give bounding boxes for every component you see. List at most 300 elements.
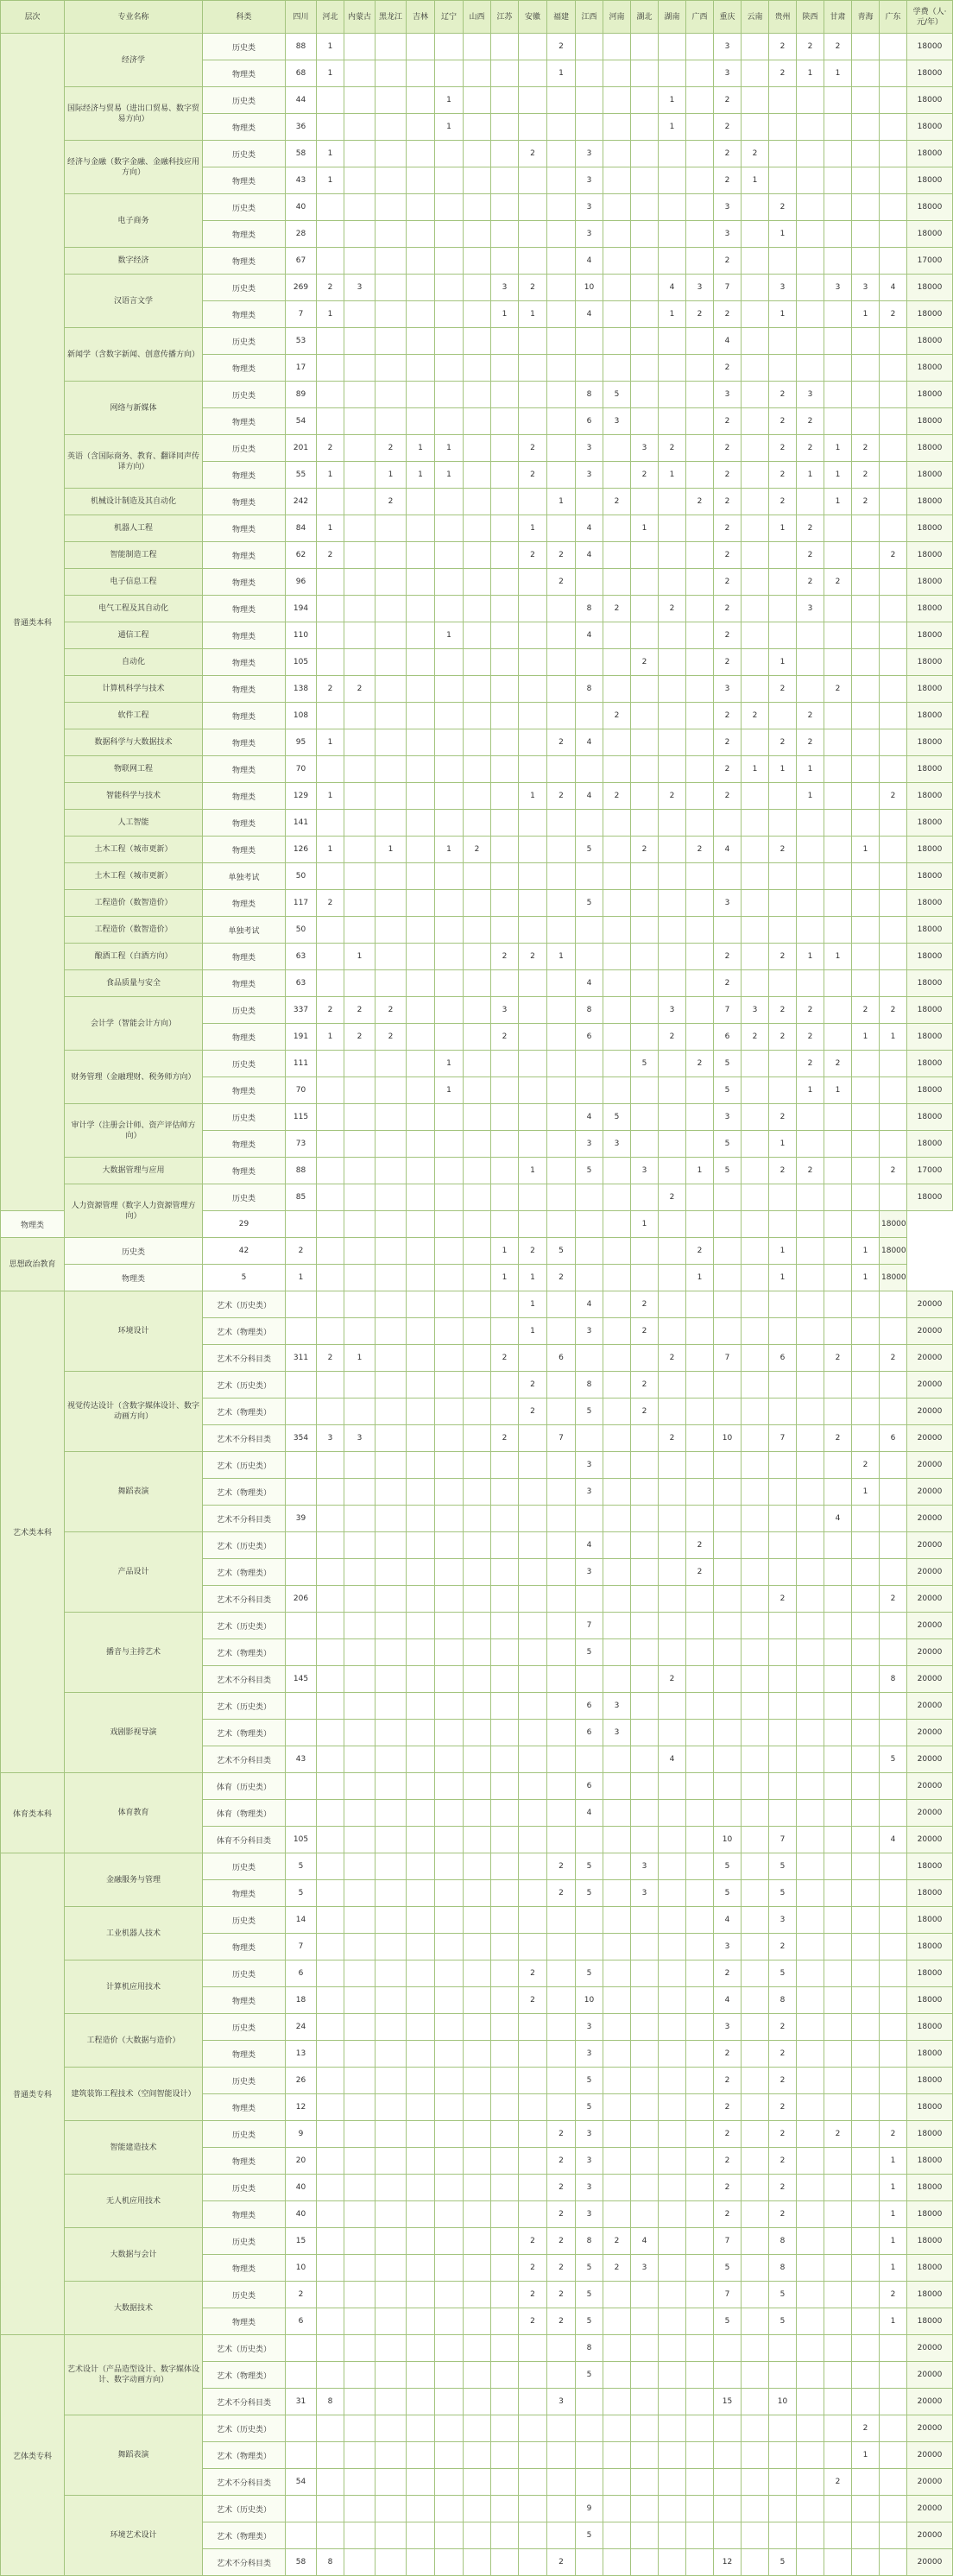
- subject-cell: 物理类: [203, 676, 286, 703]
- quota-cell: [435, 167, 464, 194]
- quota-cell: [603, 2148, 631, 2175]
- quota-cell: [631, 1479, 659, 1506]
- quota-cell: [742, 2469, 769, 2496]
- quota-cell: 105: [286, 1827, 317, 1853]
- quota-cell: 3: [769, 275, 797, 301]
- header-fee: 学费（人·元/年）: [907, 1, 953, 34]
- quota-cell: [286, 1532, 317, 1559]
- quota-cell: [603, 2415, 631, 2442]
- quota-cell: [407, 1827, 435, 1853]
- quota-cell: [464, 1345, 491, 1372]
- quota-cell: [686, 1131, 714, 1158]
- quota-cell: 1: [742, 756, 769, 783]
- quota-cell: [407, 1987, 435, 2014]
- quota-cell: 8: [576, 382, 603, 408]
- quota-cell: [519, 729, 547, 756]
- subject-cell: 物理类: [203, 1131, 286, 1158]
- table-row: [1, 997, 953, 1024]
- quota-cell: [376, 2175, 407, 2201]
- quota-cell: [376, 1693, 407, 1720]
- quota-cell: [880, 1131, 907, 1158]
- quota-cell: [464, 328, 491, 355]
- quota-cell: [631, 1639, 659, 1666]
- quota-cell: [317, 810, 344, 837]
- quota-cell: 1: [435, 1051, 464, 1077]
- quota-cell: [464, 2522, 491, 2549]
- quota-cell: [769, 2335, 797, 2362]
- quota-cell: [714, 1773, 742, 1800]
- quota-cell: 13: [286, 2041, 317, 2068]
- quota-cell: [547, 1024, 576, 1051]
- quota-cell: [576, 1238, 603, 1265]
- quota-cell: [376, 1506, 407, 1532]
- header-province: 黑龙江: [376, 1, 407, 34]
- quota-cell: [742, 435, 769, 462]
- quota-cell: [376, 1960, 407, 1987]
- quota-cell: [880, 1051, 907, 1077]
- quota-cell: [547, 1372, 576, 1398]
- quota-cell: [852, 596, 880, 622]
- quota-cell: [317, 2362, 344, 2389]
- quota-cell: [344, 2175, 376, 2201]
- quota-cell: [344, 1666, 376, 1693]
- quota-cell: [286, 1800, 317, 1827]
- major-cell: 环境设计: [65, 1291, 203, 1372]
- quota-cell: [603, 141, 631, 167]
- quota-cell: 5: [547, 1238, 576, 1265]
- quota-cell: [376, 167, 407, 194]
- quota-cell: [631, 2121, 659, 2148]
- quota-cell: 2: [686, 301, 714, 328]
- quota-cell: [317, 649, 344, 676]
- quota-cell: [714, 2362, 742, 2389]
- quota-cell: [603, 676, 631, 703]
- table-row: [1, 2335, 953, 2362]
- quota-cell: [547, 1960, 576, 1987]
- quota-cell: [603, 1318, 631, 1345]
- quota-cell: [344, 1104, 376, 1131]
- quota-cell: [376, 2469, 407, 2496]
- quota-cell: [631, 60, 659, 87]
- quota-cell: [686, 1987, 714, 2014]
- quota-cell: [491, 1398, 519, 1425]
- quota-cell: [880, 944, 907, 970]
- quota-cell: [742, 1987, 769, 2014]
- quota-cell: [824, 2389, 852, 2415]
- quota-cell: [464, 1800, 491, 1827]
- quota-cell: [714, 1398, 742, 1425]
- subject-cell: 历史类: [203, 2121, 286, 2148]
- quota-cell: 2: [769, 2201, 797, 2228]
- quota-cell: 2: [491, 1024, 519, 1051]
- quota-cell: 40: [286, 194, 317, 221]
- quota-cell: 2: [686, 489, 714, 515]
- table-row: [1, 1532, 953, 1559]
- quota-cell: [742, 1291, 769, 1318]
- quota-cell: [659, 1720, 686, 1746]
- quota-cell: 4: [576, 248, 603, 275]
- quota-cell: [852, 917, 880, 944]
- subject-cell: 物理类: [203, 649, 286, 676]
- quota-cell: [376, 1720, 407, 1746]
- quota-cell: 8: [769, 2228, 797, 2255]
- quota-cell: [769, 1318, 797, 1345]
- quota-cell: [317, 1372, 344, 1398]
- quota-cell: 2: [547, 783, 576, 810]
- table-row: [1, 1613, 953, 1639]
- quota-cell: [797, 1265, 824, 1291]
- quota-cell: [491, 435, 519, 462]
- quota-cell: [852, 1639, 880, 1666]
- major-cell: 物联网工程: [65, 756, 203, 783]
- quota-cell: [603, 194, 631, 221]
- quota-cell: [603, 2201, 631, 2228]
- quota-cell: [797, 1586, 824, 1613]
- quota-cell: [464, 141, 491, 167]
- quota-cell: [407, 997, 435, 1024]
- quota-cell: [407, 1077, 435, 1104]
- major-cell: 智能制造工程: [65, 542, 203, 569]
- quota-cell: 10: [714, 1425, 742, 1452]
- quota-cell: 70: [286, 1077, 317, 1104]
- quota-cell: [686, 1211, 714, 1238]
- header-province: 陕西: [797, 1, 824, 34]
- quota-cell: [824, 1987, 852, 2014]
- quota-cell: [435, 1693, 464, 1720]
- subject-cell: 物理类: [203, 2148, 286, 2175]
- quota-cell: [286, 1639, 317, 1666]
- quota-cell: [686, 1077, 714, 1104]
- quota-cell: [742, 2442, 769, 2469]
- quota-cell: [344, 2335, 376, 2362]
- quota-cell: [659, 1693, 686, 1720]
- quota-cell: [491, 87, 519, 114]
- quota-cell: [631, 355, 659, 382]
- quota-cell: [686, 328, 714, 355]
- quota-cell: [519, 1506, 547, 1532]
- quota-cell: [317, 756, 344, 783]
- quota-cell: 2: [797, 408, 824, 435]
- quota-cell: 1: [491, 1238, 519, 1265]
- quota-cell: [797, 1693, 824, 1720]
- subject-cell: 物理类: [203, 60, 286, 87]
- quota-cell: [547, 810, 576, 837]
- quota-cell: 3: [576, 2121, 603, 2148]
- quota-cell: [880, 355, 907, 382]
- fee-cell: 18000: [907, 1131, 953, 1158]
- quota-cell: 1: [880, 2308, 907, 2335]
- quota-cell: [464, 569, 491, 596]
- quota-cell: [797, 1880, 824, 1907]
- fee-cell: 17000: [907, 1158, 953, 1184]
- fee-cell: 18000: [907, 837, 953, 863]
- quota-cell: [435, 2121, 464, 2148]
- quota-cell: [742, 221, 769, 248]
- quota-cell: [464, 1158, 491, 1184]
- quota-cell: [491, 515, 519, 542]
- subject-cell: 艺术（历史类）: [203, 2335, 286, 2362]
- quota-cell: 2: [547, 2308, 576, 2335]
- quota-cell: [376, 2496, 407, 2522]
- quota-cell: [519, 970, 547, 997]
- quota-cell: 5: [714, 2255, 742, 2282]
- quota-cell: 10: [286, 2255, 317, 2282]
- quota-cell: [797, 1559, 824, 1586]
- quota-cell: [317, 703, 344, 729]
- quota-cell: [407, 837, 435, 863]
- quota-cell: [742, 34, 769, 60]
- quota-cell: [714, 1479, 742, 1506]
- quota-cell: [344, 756, 376, 783]
- quota-cell: [742, 2362, 769, 2389]
- quota-cell: [376, 1238, 407, 1265]
- fee-cell: 18000: [907, 167, 953, 194]
- quota-cell: [547, 1827, 576, 1853]
- quota-cell: [286, 1398, 317, 1425]
- quota-cell: [824, 301, 852, 328]
- quota-cell: [464, 622, 491, 649]
- quota-cell: [631, 944, 659, 970]
- quota-cell: 2: [631, 462, 659, 489]
- quota-cell: [547, 408, 576, 435]
- quota-cell: [519, 382, 547, 408]
- table-row: [1, 1104, 953, 1131]
- major-cell: 国际经济与贸易（进出口贸易、数字贸易方向）: [65, 87, 203, 141]
- quota-cell: [519, 569, 547, 596]
- quota-cell: [603, 221, 631, 248]
- table-row: [1, 649, 953, 676]
- quota-cell: [286, 2415, 317, 2442]
- quota-cell: [769, 1559, 797, 1586]
- quota-cell: [631, 382, 659, 408]
- quota-cell: [603, 1613, 631, 1639]
- quota-cell: [407, 1720, 435, 1746]
- quota-cell: 3: [576, 194, 603, 221]
- quota-cell: 2: [769, 194, 797, 221]
- quota-cell: 28: [286, 221, 317, 248]
- quota-cell: [491, 1987, 519, 2014]
- quota-cell: 3: [631, 2255, 659, 2282]
- quota-cell: [714, 2442, 742, 2469]
- quota-cell: [742, 2068, 769, 2094]
- quota-cell: 1: [519, 1318, 547, 1345]
- quota-cell: [880, 1693, 907, 1720]
- quota-cell: [742, 1104, 769, 1131]
- quota-cell: [880, 756, 907, 783]
- quota-cell: [769, 863, 797, 890]
- quota-cell: [603, 1372, 631, 1398]
- quota-cell: [317, 1559, 344, 1586]
- quota-cell: 5: [603, 382, 631, 408]
- fee-cell: 18000: [907, 1184, 953, 1211]
- quota-cell: 2: [824, 1051, 852, 1077]
- quota-cell: [464, 2362, 491, 2389]
- quota-cell: 1: [491, 1265, 519, 1291]
- quota-cell: [376, 408, 407, 435]
- quota-cell: [464, 355, 491, 382]
- quota-cell: [797, 1479, 824, 1506]
- quota-cell: [880, 408, 907, 435]
- quota-cell: [852, 1827, 880, 1853]
- quota-cell: [547, 1104, 576, 1131]
- quota-cell: [880, 676, 907, 703]
- quota-cell: [576, 489, 603, 515]
- quota-cell: [797, 1827, 824, 1853]
- quota-cell: [519, 34, 547, 60]
- quota-cell: 2: [714, 87, 742, 114]
- quota-cell: [464, 1559, 491, 1586]
- quota-cell: [317, 1479, 344, 1506]
- quota-cell: [317, 1960, 344, 1987]
- quota-cell: [686, 756, 714, 783]
- quota-cell: 201: [286, 435, 317, 462]
- quota-cell: [824, 408, 852, 435]
- quota-cell: [603, 2121, 631, 2148]
- quota-cell: [547, 2014, 576, 2041]
- quota-cell: 2: [769, 944, 797, 970]
- quota-cell: 3: [631, 435, 659, 462]
- major-cell: 数字经济: [65, 248, 203, 275]
- quota-cell: [317, 1613, 344, 1639]
- quota-cell: [852, 515, 880, 542]
- quota-cell: 6: [576, 1773, 603, 1800]
- major-cell: 思想政治教育: [1, 1238, 65, 1291]
- fee-cell: 18000: [907, 944, 953, 970]
- quota-cell: [435, 141, 464, 167]
- quota-cell: [407, 1693, 435, 1720]
- quota-cell: [547, 515, 576, 542]
- quota-cell: [631, 1077, 659, 1104]
- quota-cell: [491, 1479, 519, 1506]
- quota-cell: [686, 1746, 714, 1773]
- quota-cell: [852, 756, 880, 783]
- quota-cell: [576, 917, 603, 944]
- quota-cell: [407, 2308, 435, 2335]
- quota-cell: 2: [714, 756, 742, 783]
- quota-cell: [547, 622, 576, 649]
- quota-cell: [631, 248, 659, 275]
- quota-cell: 7: [286, 301, 317, 328]
- quota-cell: 1: [797, 462, 824, 489]
- quota-cell: [880, 1184, 907, 1211]
- quota-cell: [407, 596, 435, 622]
- quota-cell: [376, 917, 407, 944]
- quota-cell: [317, 2496, 344, 2522]
- quota-cell: [491, 810, 519, 837]
- quota-cell: [376, 542, 407, 569]
- quota-cell: [742, 2549, 769, 2576]
- quota-cell: [344, 1987, 376, 2014]
- quota-cell: [603, 2041, 631, 2068]
- quota-cell: [659, 2415, 686, 2442]
- quota-cell: 3: [344, 275, 376, 301]
- fee-cell: 18000: [907, 1051, 953, 1077]
- quota-cell: [491, 2175, 519, 2201]
- quota-cell: 2: [797, 1024, 824, 1051]
- quota-cell: [464, 1024, 491, 1051]
- quota-cell: [491, 622, 519, 649]
- quota-cell: [631, 1773, 659, 1800]
- quota-cell: 5: [576, 837, 603, 863]
- subject-cell: 历史类: [203, 1907, 286, 1934]
- quota-cell: [344, 2442, 376, 2469]
- fee-cell: 20000: [907, 1666, 953, 1693]
- quota-cell: [852, 1131, 880, 1158]
- quota-cell: [603, 1479, 631, 1506]
- quota-cell: [435, 1158, 464, 1184]
- quota-cell: [317, 2014, 344, 2041]
- quota-cell: 4: [576, 515, 603, 542]
- table-row: [1, 1907, 953, 1934]
- quota-cell: [547, 221, 576, 248]
- quota-cell: [742, 1158, 769, 1184]
- quota-cell: 1: [797, 60, 824, 87]
- quota-cell: [742, 1586, 769, 1613]
- quota-cell: [376, 2094, 407, 2121]
- quota-cell: 4: [714, 328, 742, 355]
- fee-cell: 18000: [907, 676, 953, 703]
- quota-cell: 2: [769, 997, 797, 1024]
- quota-cell: 4: [659, 275, 686, 301]
- quota-cell: [714, 1532, 742, 1559]
- quota-cell: [603, 1506, 631, 1532]
- quota-cell: [519, 1051, 547, 1077]
- quota-cell: [376, 1051, 407, 1077]
- quota-cell: [435, 649, 464, 676]
- quota-cell: [769, 1398, 797, 1425]
- quota-cell: [435, 1907, 464, 1934]
- subject-cell: 物理类: [203, 890, 286, 917]
- quota-cell: [519, 1720, 547, 1746]
- quota-cell: [852, 1907, 880, 1934]
- quota-cell: [686, 2308, 714, 2335]
- quota-cell: [824, 1024, 852, 1051]
- quota-cell: 2: [880, 1345, 907, 1372]
- quota-cell: [344, 729, 376, 756]
- quota-cell: [286, 1693, 317, 1720]
- quota-cell: [576, 1827, 603, 1853]
- quota-cell: 2: [519, 1372, 547, 1398]
- quota-cell: [852, 810, 880, 837]
- quota-cell: 2: [519, 275, 547, 301]
- header-level: 层次: [1, 1, 65, 34]
- quota-cell: [659, 2442, 686, 2469]
- quota-cell: [407, 1131, 435, 1158]
- quota-cell: [714, 2335, 742, 2362]
- quota-cell: [344, 462, 376, 489]
- quota-cell: 3: [659, 997, 686, 1024]
- quota-cell: [880, 2522, 907, 2549]
- quota-cell: [376, 1452, 407, 1479]
- quota-cell: [824, 2415, 852, 2442]
- fee-cell: 18000: [907, 462, 953, 489]
- quota-cell: 2: [547, 2201, 576, 2228]
- quota-cell: 2: [714, 649, 742, 676]
- quota-cell: [852, 622, 880, 649]
- quota-cell: 4: [576, 1104, 603, 1131]
- quota-cell: 2: [491, 1345, 519, 1372]
- fee-cell: 18000: [907, 729, 953, 756]
- quota-cell: [407, 2014, 435, 2041]
- fee-cell: 20000: [907, 2496, 953, 2522]
- quota-cell: [631, 2522, 659, 2549]
- quota-cell: 5: [714, 1077, 742, 1104]
- quota-cell: [519, 2148, 547, 2175]
- quota-cell: [376, 301, 407, 328]
- quota-cell: [464, 1639, 491, 1666]
- quota-cell: 2: [797, 435, 824, 462]
- quota-cell: [631, 622, 659, 649]
